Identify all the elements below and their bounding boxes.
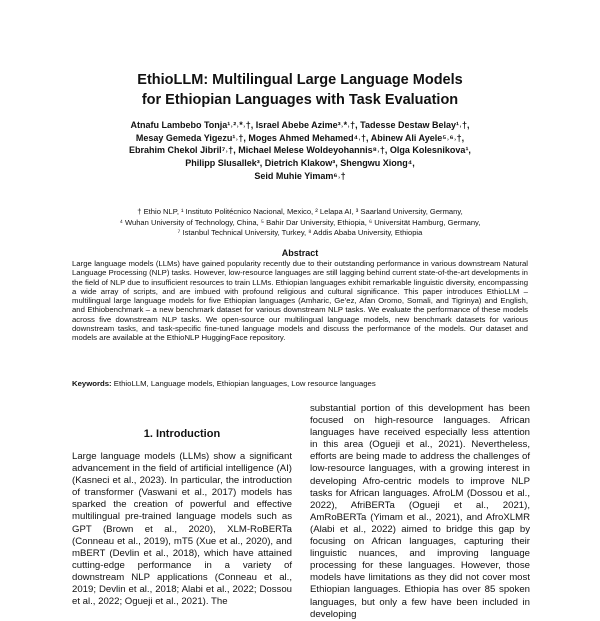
paper-title (60, 70, 540, 110)
affiliation-line-1: † Ethio NLP, ¹ Instituto Politécnico Nacional, Mexico, ² Lelapa AI, ³ Saarland University, Germany, (137, 207, 463, 216)
affiliation-line-3: ⁷ Istanbul Technical University, Turkey, ⁸ Addis Ababa University, Ethiopia (177, 228, 423, 237)
author-line-5: Seid Muhie Yimam⁶˒† (254, 170, 346, 181)
intro-right-column: substantial portion of this development has been focused on high-resource languages. African languages have received especially less attention in this area (Ogueji et al., 2021). Nevertheless, efforts are being made to address the challenges of low-resource languages, with a growing interest in developing Afro-centric models to improve NLP tasks for African languages. AfroLM (Dossou et al., 2022), AfriBERTa (Ogueji et al., 2021), AmRoBERTa (Yimam et al., 2021), and AfroXLMR (Alabi et al., 2022) aimed to bridge this gap by focusing on African languages, capturing their linguistic nuances, and improving language processing for these languages. However, those models have limitations as they did not cover most Ethiopian languages. Ethiopia has over 85 spoken languages, but only a few have been included in developing (310, 403, 530, 620)
author-list (40, 119, 560, 183)
author-line-3: Ebrahim Chekol Jibril⁷˒†, Michael Melese Woldeyohannis⁸˒†, Olga Kolesnikova¹, (129, 145, 471, 156)
title-line-2: for Ethiopian Languages with Task Evaluation (141, 92, 459, 108)
affiliation-list (40, 207, 560, 239)
keywords (72, 379, 528, 389)
affiliation-line-2: ⁴ Wuhan University of Technology, China, ⁵ Bahir Dar University, Ethiopia, ⁶ Universität Hamburg, Germany, (119, 217, 481, 227)
section-heading-introduction: 1. Introduction (143, 428, 221, 440)
keywords-label: Keywords: (72, 379, 112, 388)
author-line-4: Philipp Slusallek³, Dietrich Klakow³, Shengwu Xiong⁴, (185, 158, 415, 169)
author-line-1: Atnafu Lambebo Tonja¹˒²˒*˒†, Israel Abebe Azime³˒*˒†, Tadesse Destaw Belay¹˒†, (130, 120, 470, 130)
keywords-text: EthioLLM, Language models, Ethiopian languages, Low resource languages (111, 379, 376, 388)
abstract-text: Large language models (LLMs) have gained popularity recently due to their outstanding performance in various downstream Natural Language Processing (NLP) tasks. However, low-resource languages are still lagging behind current state-of-the-art developments in the field of NLP due to insufficient resources to train LLMs. Ethiopian languages exhibit remarkable linguistic diversity, encompassing a wide array of scripts, and are imbued with profound religious and cultural significance. This paper introduces EthioLLM – multilingual large language models for five Ethiopian languages (Amharic, Ge’ez, Afan Oromo, Somali, and Tigrinya) and English, and Ethiobenchmark – a new benchmark dataset for various downstream NLP tasks. We evaluate the performance of these models across five downstream NLP tasks. We open-source our multilingual language models, new benchmark datasets for various downstream tasks, and task-specific fine-tuned language models and discuss the performance of the models. Our dataset and models are available at the EthioNLP HuggingFace repository. (72, 259, 528, 343)
intro-left-column: Large language models (LLMs) show a significant advancement in the field of artificial intelligence (AI) (Kasneci et al., 2023). In particular, the introduction of transformer (Vaswani et al., 2017) models has sparked the creation of powerful and effective multilingual pre-trained language models such as GPT (Brown et al., 2020), XLM-RoBERTa (Conneau et al., 2019), mT5 (Xue et al., 2020), and mBERT (Devlin et al., 2018), which have attained cutting-edge performance in a variety of downstream NLP applications (Conneau et al., 2019; Devlin et al., 2018; Alabi et al., 2022; Dossou et al., 2022; Ogueji et al., 2021). The (72, 451, 292, 608)
title-line-1: EthioLLM: Multilingual Large Language Models (137, 72, 463, 88)
author-line-2: Mesay Gemeda Yigezu¹˒†, Moges Ahmed Mehamed⁴˒†, Abinew Ali Ayele⁵˒⁶˒†, (135, 132, 465, 143)
abstract-heading: Abstract (281, 248, 319, 258)
